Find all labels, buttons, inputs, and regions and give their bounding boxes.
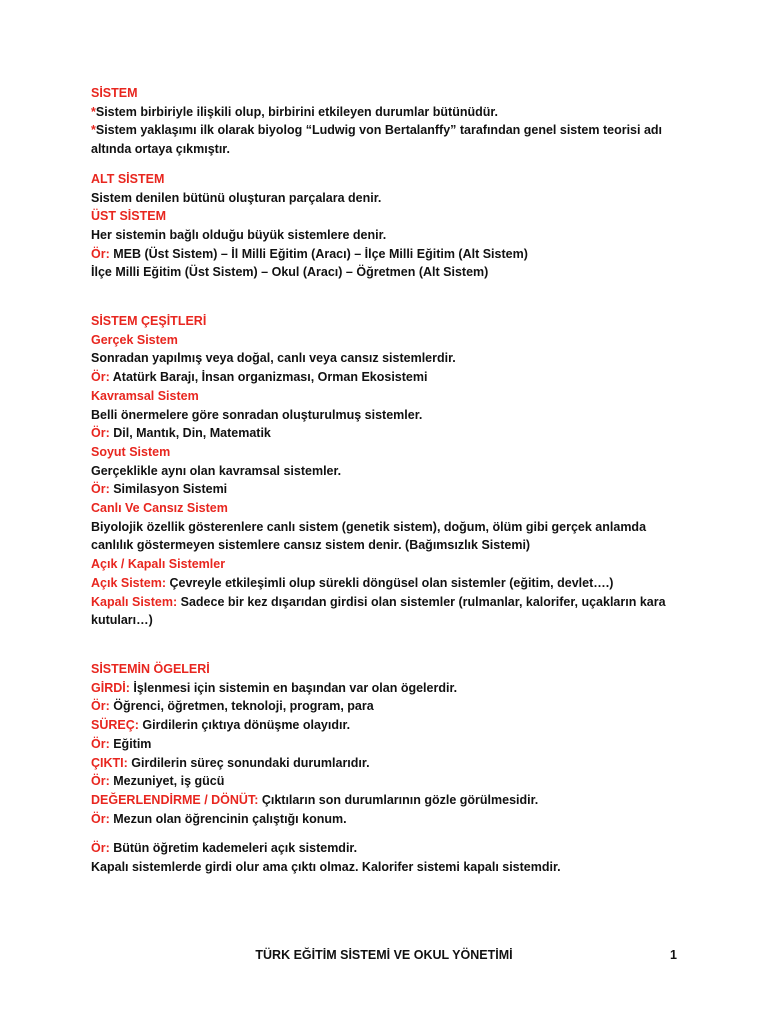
surec-line: SÜREÇ: Girdilerin çıktıya dönüşme olayıdır. [91,718,351,733]
girdi-line: GİRDİ: İşlenmesi için sistemin en başından var olan ögelerdir. [91,680,458,695]
heading-alt-sistem: ALT SİSTEM [91,171,165,186]
example-label: Ör: [91,811,110,826]
cikti-label: ÇIKTI: [91,755,128,770]
example-label: Ör: [91,699,110,714]
ust-sistem-text: Her sistemin bağlı olduğu büyük sistemlere denir. [91,227,387,242]
degerlendirme-line: DEĞERLENDİRME / DÖNÜT: Çıktıların son durumlarının gözle görülmesidir. [91,792,539,807]
cikti-line: ÇIKTI: Girdilerin süreç sonundaki durumlarıdır. [91,755,370,770]
document-body [91,84,681,877]
example-label: Ör: [91,736,110,751]
surec-example: Ör: Eğitim [91,736,152,751]
degerlendirme-label: DEĞERLENDİRME / DÖNÜT: [91,792,259,807]
footer-title: TÜRK EĞİTİM SİSTEMİ VE OKUL YÖNETİMİ [255,948,513,962]
example-ilce: İlçe Milli Eğitim (Üst Sistem) – Okul (Aracı) – Öğretmen (Alt Sistem) [91,265,489,280]
subheading-canli-cansiz: Canlı Ve Cansız Sistem [91,501,228,516]
subheading-gercek-sistem: Gerçek Sistem [91,332,178,347]
example-label: Ör: [91,841,110,856]
bullet-star: * [91,123,96,138]
example-label: Ör: [91,482,110,497]
subheading-soyut-sistem: Soyut Sistem [91,444,171,459]
heading-sistem-cesitleri: SİSTEM ÇEŞİTLERİ [91,314,207,329]
sistem-history: Sistem yaklaşımı ilk olarak biyolog “Ludwig von Bertalanffy” tarafından genel sistem teorisi adı altında ortaya çıkmıştır. [91,123,663,157]
page-number: 1 [670,948,677,962]
girdi-example: Ör: Öğrenci, öğretmen, teknoloji, program, para [91,699,374,714]
subheading-kavramsal-sistem: Kavramsal Sistem [91,388,199,403]
sistem-definition: Sistem birbiriyle ilişkili olup, birbirini etkileyen durumlar bütünüdür. [95,104,499,119]
bullet-star: * [91,104,96,119]
heading-ust-sistem: ÜST SİSTEM [91,209,167,224]
final-example: Ör: Bütün öğretim kademeleri açık sistemdir. [91,841,358,856]
alt-sistem-text: Sistem denilen bütünü oluşturan parçalara denir. [91,190,382,205]
kavramsal-sistem-example: Ör: Dil, Mantık, Din, Matematik [91,426,271,441]
soyut-sistem-example: Ör: Similasyon Sistemi [91,482,228,497]
heading-sistem: SİSTEM [91,86,138,100]
gercek-sistem-example: Ör: Atatürk Barajı, İnsan organizması, Orman Ekosistemi [91,370,428,385]
degerlendirme-example: Ör: Mezun olan öğrencinin çalıştığı konum. [91,811,347,826]
example-label: Ör: [91,246,110,261]
kavramsal-sistem-text: Belli önermelere göre sonradan oluşturulmuş sistemler. [91,407,423,422]
soyut-sistem-text: Gerçeklikle aynı olan kavramsal sistemler. [91,463,342,478]
gercek-sistem-text: Sonradan yapılmış veya doğal, canlı veya cansız sistemlerdir. [91,351,456,366]
example-label: Ör: [91,426,110,441]
heading-sistemin-ogeleri: SİSTEMİN ÖGELERİ [91,661,210,676]
girdi-label: GİRDİ: [91,680,130,695]
kapali-sistem-label: Kapalı Sistem: [91,594,178,609]
sistem-line-2 [91,121,681,158]
canli-cansiz-text: Biyolojik özellik gösterenlere canlı sistem (genetik sistem), doğum, ölüm gibi gerçek anlamda canlılık göstermeyen sistemlere cansız sistem denir. (Bağımsızlık Sistemi) [91,519,647,553]
acik-sistem-label: Açık Sistem: [91,575,167,590]
surec-label: SÜREÇ: [91,718,139,733]
acik-sistem-line: Açık Sistem: Çevreyle etkileşimli olup sürekli döngüsel olan sistemler (eğitim, devlet….) [91,575,614,590]
cikti-example: Ör: Mezuniyet, iş gücü [91,774,225,789]
kapali-sistem-line: Kapalı Sistem: Sadece bir kez dışarıdan girdisi olan sistemler (rulmanlar, kalorifer, uçakların kara kutuları…) [91,594,666,628]
sistem-line-1 [91,103,681,122]
example-label: Ör: [91,370,110,385]
example-meb: Ör: MEB (Üst Sistem) – İl Milli Eğitim (Aracı) – İlçe Milli Eğitim (Alt Sistem) [91,246,528,261]
subheading-acik-kapali: Açık / Kapalı Sistemler [91,557,226,572]
final-note: Kapalı sistemlerde girdi olur ama çıktı olmaz. Kalorifer sistemi kapalı sistemdir. [91,860,561,875]
example-label: Ör: [91,774,110,789]
